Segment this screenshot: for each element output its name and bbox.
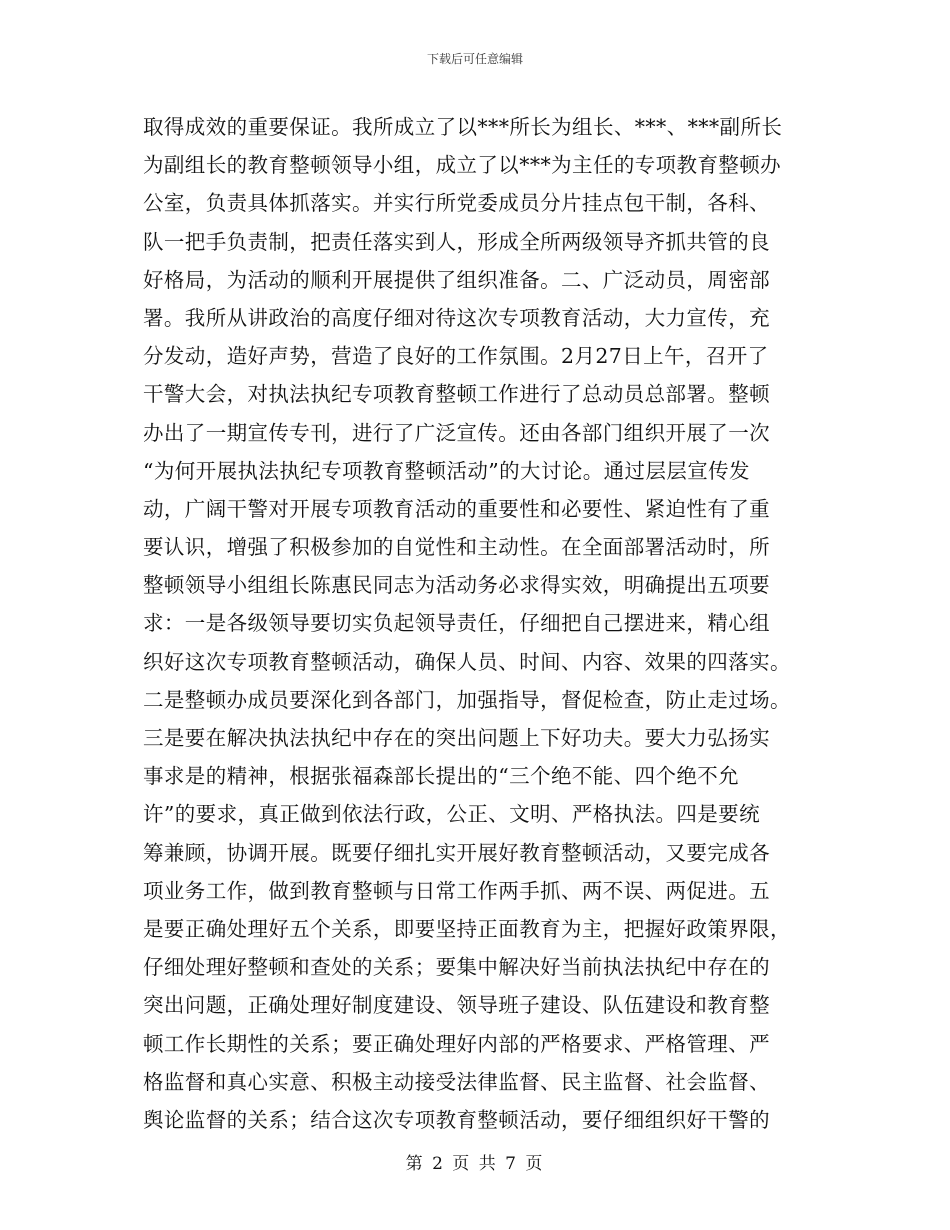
body-line: 署。我所从讲政治的高度仔细对待这次专项教育活动，大力宣传，充	[143, 305, 770, 330]
body-line: 许”的要求，真正做到依法行政，公正、文明、严格执法。四是要统	[143, 802, 760, 827]
page-header-note: 下载后可任意编辑	[426, 52, 523, 66]
body-line: 突出问题，正确处理好制度建设、领导班子建设、队伍建设和教育整	[143, 993, 770, 1018]
body-line: 办出了一期宣传专刊，进行了广泛宣传。还由各部门组织开展了一次	[143, 420, 770, 445]
body-line: 干警大会，对执法执纪专项教育整顿工作进行了总动员总部署。整顿	[143, 382, 770, 407]
body-line: 要认识，增强了积极参加的自觉性和主动性。在全面部署活动时，所	[143, 535, 770, 560]
body-line: 顿工作长期性的关系；要正确处理好内部的严格要求、严格管理、严	[143, 1031, 770, 1056]
body-line: 分发动，造好声势，营造了良好的工作氛围。2月27日上午，召开了	[143, 344, 769, 369]
body-line: 舆论监督的关系；结合这次专项教育整顿活动，要仔细组织好干警的	[143, 1107, 770, 1132]
body-line: 求：一是各级领导要切实负起领导责任，仔细把自己摆进来，精心组	[143, 611, 770, 636]
body-line: 三是要在解决执法执纪中存在的突出问题上下好功夫。要大力弘扬实	[143, 726, 770, 750]
body-line: 仔细处理好整顿和查处的关系；要集中解决好当前执法执纪中存在的	[143, 955, 770, 980]
body-line: 队一把手负责制，把责任落实到人，形成全所两级领导齐抓共管的良	[143, 229, 770, 254]
body-line: 二是整顿办成员要深化到各部门，加强指导，督促检查，防止走过场。	[143, 687, 791, 712]
body-line: “为何开展执法执纪专项教育整顿活动”的大讨论。通过层层宣传发	[143, 458, 750, 483]
body-line: 好格局，为活动的顺利开展提供了组织准备。二、广泛动员，周密部	[143, 267, 770, 292]
body-line: 格监督和真心实意、积极主动接受法律监督、民主监督、社会监督、	[143, 1069, 770, 1094]
body-line: 事求是的精神，根据张福森部长提出的“三个绝不能、四个绝不允	[143, 764, 740, 789]
body-line: 整顿领导小组组长陈惠民同志为活动务必求得实效，明确提出五项要	[143, 573, 770, 598]
document-body	[143, 108, 813, 1139]
body-line: 取得成效的重要保证。我所成立了以***所长为组长、***、***副所长	[143, 115, 783, 139]
body-line: 织好这次专项教育整顿活动，确保人员、时间、内容、效果的四落实。	[143, 649, 791, 674]
body-line: 是要正确处理好五个关系，即要坚持正面教育为主，把握好政策界限，	[143, 916, 791, 941]
body-line: 为副组长的教育整顿领导小组，成立了以***为主任的专项教育整顿办	[143, 153, 782, 178]
body-line: 项业务工作，做到教育整顿与日常工作两手抓、两不误、两促进。五	[143, 878, 770, 903]
body-line: 公室，负责具体抓落实。并实行所党委成员分片挂点包干制，各科、	[143, 191, 770, 216]
body-line: 筹兼顾，协调开展。既要仔细扎实开展好教育整顿活动，又要完成各	[143, 840, 770, 865]
page-number: 第 2 页 共 7 页	[405, 1154, 545, 1174]
body-line: 动，广阔干警对开展专项教育活动的重要性和必要性、紧迫性有了重	[143, 496, 770, 521]
